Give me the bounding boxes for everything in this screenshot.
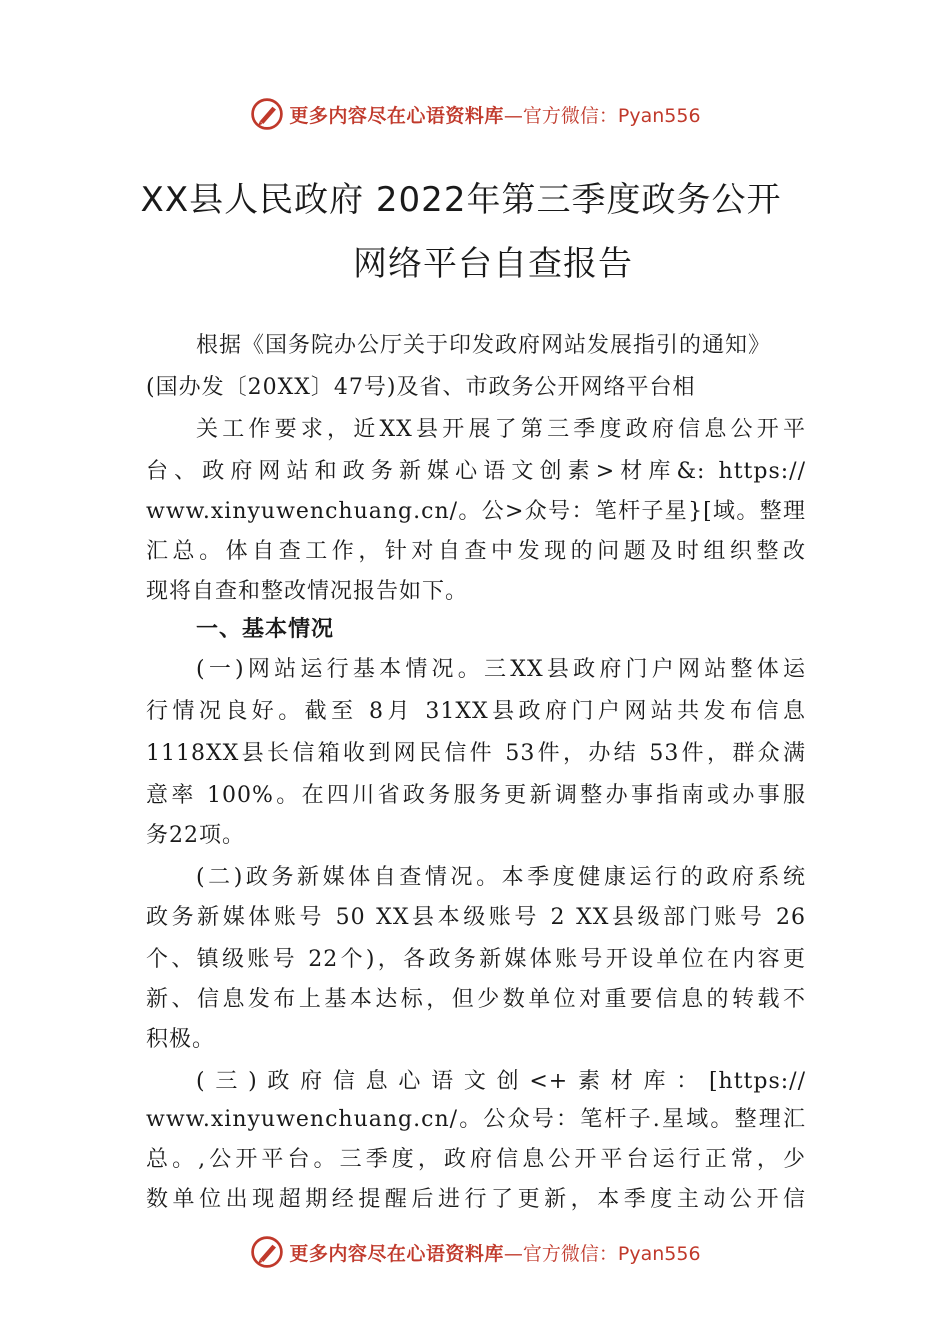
body-line: 总。,公开平台。三季度，政府信息公开平台运行正常，少: [146, 1147, 806, 1172]
body-line: 个、镇级账号 22个)，各政务新媒体账号开设单位在内容更: [146, 947, 806, 972]
pen-logo-icon: [249, 96, 285, 132]
body-line: 根据《国务院办公厅关于印发政府网站发展指引的通知》: [196, 333, 772, 358]
document-title-line-2: 网络平台自查报告: [353, 244, 633, 284]
watermark-sub-text: —官方微信：Pyan556: [503, 104, 701, 127]
body-line: www.xinyuwenchuang.cn/。公众号：笔杆子.星域。整理汇: [146, 1107, 806, 1132]
body-line: 汇总。体自查工作，针对自查中发现的问题及时组织整改: [146, 539, 806, 564]
watermark-banner-bottom: [0, 1232, 950, 1272]
body-line: 新、信息发布上基本达标，但少数单位对重要信息的转载不: [146, 987, 806, 1012]
body-line: 行情况良好。截至 8月 31XX县政府门户网站共发布信息: [146, 699, 806, 724]
pen-logo-icon: [249, 1234, 285, 1270]
watermark-main-text: 更多内容尽在心语资料库: [289, 104, 504, 127]
body-line: 政务新媒体账号 50 XX县本级账号 2 XX县级部门账号 26: [146, 905, 806, 930]
section-heading: 一、基本情况: [196, 617, 335, 642]
body-line: (国办发〔20XX〕47号)及省、市政务公开网络平台相: [146, 375, 696, 400]
body-line: 关工作要求，近XX县开展了第三季度政府信息公开平: [196, 417, 806, 442]
document-title-line-1: XX县人民政府 2022年第三季度政务公开: [140, 180, 782, 220]
body-line: 积极。: [146, 1027, 216, 1052]
body-line: (二)政务新媒体自查情况。本季度健康运行的政府系统: [196, 865, 806, 890]
body-line: 现将自查和整改情况报告如下。: [146, 579, 469, 604]
body-line: 台、政府网站和政务新媒心语文创素>材库&: https://: [146, 459, 806, 484]
body-line: (一)网站运行基本情况。三XX县政府门户网站整体运: [196, 657, 806, 682]
body-line: 数单位出现超期经提醒后进行了更新，本季度主动公开信: [146, 1187, 806, 1212]
watermark-banner-top: [0, 94, 950, 134]
body-line: 1118XX县长信箱收到网民信件 53件，办结 53件，群众满: [146, 741, 806, 766]
body-line: 务22项。: [146, 823, 245, 848]
watermark-sub-text: —官方微信：Pyan556: [503, 1242, 701, 1265]
watermark-main-text: 更多内容尽在心语资料库: [289, 1242, 504, 1265]
body-line: www.xinyuwenchuang.cn/。公>众号：笔杆子星}[域。整理: [146, 499, 806, 524]
body-line: (三)政府信息心语文创<+素材库：[https://: [196, 1069, 806, 1094]
body-line: 意率 100%。在四川省政务服务更新调整办事指南或办事服: [146, 783, 806, 808]
